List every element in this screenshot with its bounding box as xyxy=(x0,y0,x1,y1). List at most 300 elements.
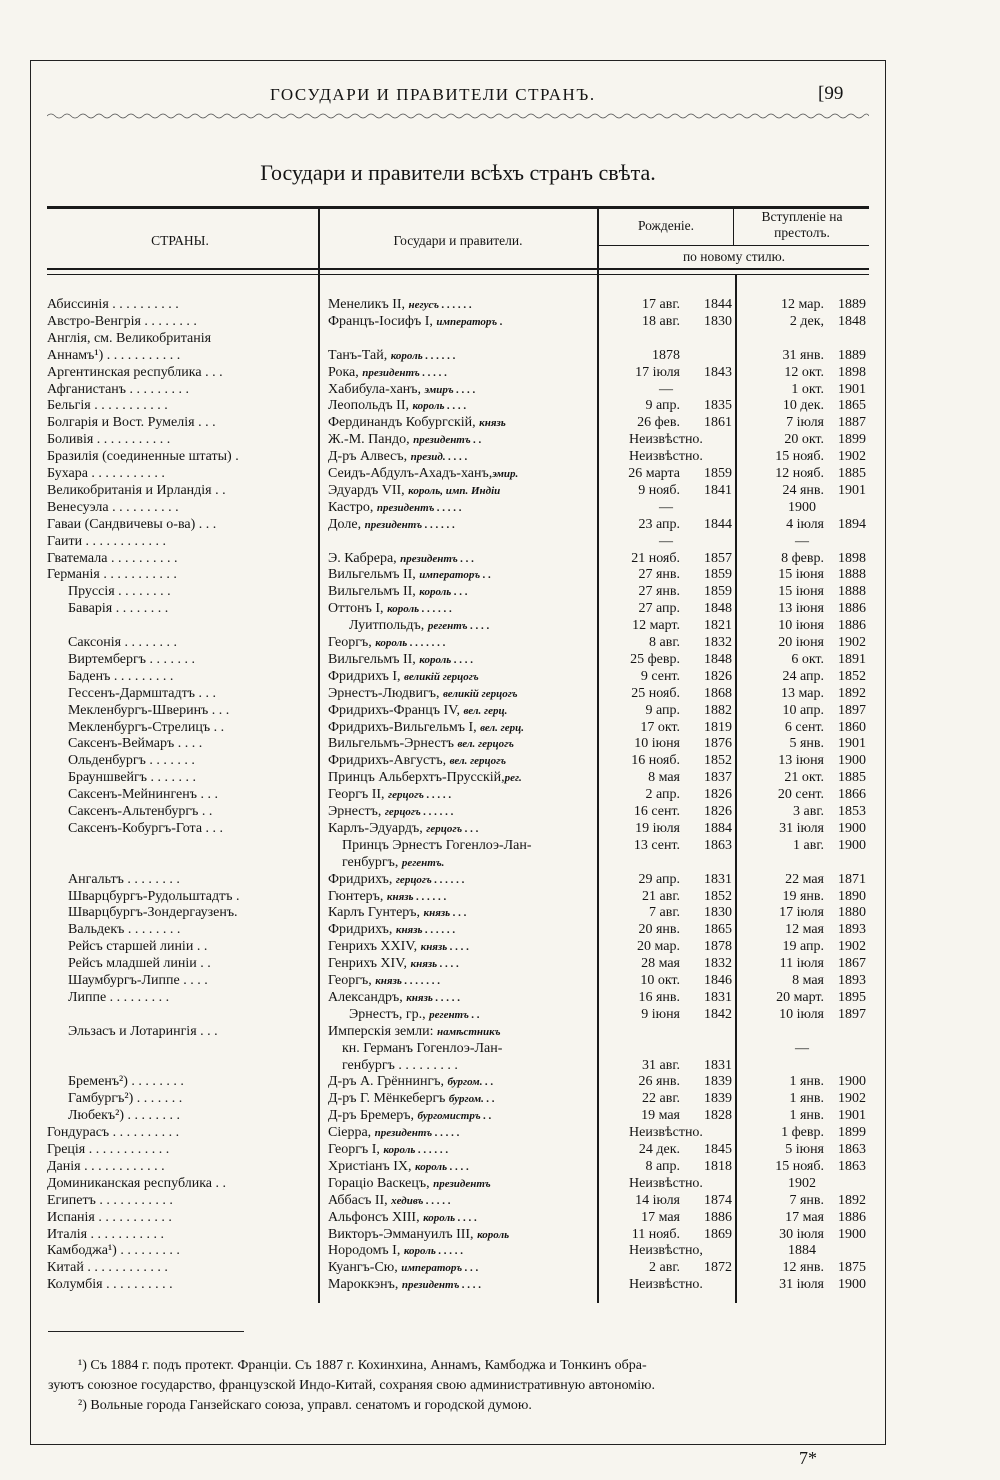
cell-ay xyxy=(824,770,866,787)
cell-text: 9 апр. xyxy=(645,702,680,718)
cell-text: 1 янв. xyxy=(789,1108,824,1124)
cell-text: 31 іюля xyxy=(779,1277,824,1293)
cell-text: 1859 xyxy=(704,584,732,600)
cell-by xyxy=(682,1142,732,1159)
cell-text: 1900 xyxy=(788,499,816,515)
cell-text: 1893 xyxy=(838,973,866,988)
cell-country xyxy=(47,905,315,922)
cell-ruler xyxy=(328,1041,596,1058)
cell-text: Англія, см. Великобританія xyxy=(47,330,212,346)
cell-text: Карлъ-Эдуардъ, xyxy=(328,820,427,836)
cell-rank: хедивъ . . . . . xyxy=(391,1194,451,1207)
cell-text: Эрнестъ, гр., xyxy=(328,1006,430,1022)
cell-text: Эльзасъ и Лотарингія . . . xyxy=(47,1023,218,1039)
cell-text: 17 окт. xyxy=(640,719,680,735)
cell-text: 1901 xyxy=(838,482,866,498)
cell-by xyxy=(682,652,732,669)
cell-by xyxy=(682,703,732,720)
cell-text: 1865 xyxy=(704,922,732,938)
cell-text: 20 март. xyxy=(776,989,824,1005)
cell-bd xyxy=(600,1007,680,1024)
cell-rank: президентъ . . . . . . xyxy=(364,518,456,531)
cell-text: 17 мая xyxy=(785,1209,824,1225)
cell-rank: король . . . . xyxy=(419,653,474,666)
cell-bd xyxy=(600,736,680,753)
cell-text: 1857 xyxy=(704,550,732,566)
cell-by xyxy=(682,956,732,973)
cell-rank: князь . . . . . xyxy=(406,991,461,1004)
cell-text: Саксенъ-Альтенбургъ . . xyxy=(47,804,213,819)
cell-ay xyxy=(824,905,866,922)
cell-text: 2 авг. xyxy=(649,1260,680,1276)
cell-text: 1874 xyxy=(704,1192,732,1208)
cell-text: 1865 xyxy=(838,398,866,414)
cell-country xyxy=(47,669,315,686)
cell-text: 1830 xyxy=(704,313,732,329)
cell-text: Вильгельмъ-Эрнестъ xyxy=(328,736,458,752)
cell-text: 22 авг. xyxy=(642,1091,680,1107)
cell-text: Шаумбургъ-Липпе . . . . xyxy=(47,973,208,988)
cell-ad xyxy=(738,922,824,939)
cell-country xyxy=(47,1243,315,1260)
cell-rank: князь . . . . . . xyxy=(395,924,456,937)
cell-text: 1900 xyxy=(838,837,866,853)
column-divider-1 xyxy=(318,208,320,1303)
cell-text: 13 сент. xyxy=(633,837,680,853)
cell-ad xyxy=(738,551,824,568)
cell-rank: князь . . . . xyxy=(410,958,460,971)
cell-rank: презид. . . . . xyxy=(410,451,468,464)
cell-by xyxy=(682,517,732,534)
cell-ad xyxy=(738,297,824,314)
cell-text: 28 мая xyxy=(641,956,680,972)
cell-text: Липпе . . . . . . . . . xyxy=(47,989,170,1005)
cell-text: Рока, xyxy=(328,364,363,380)
cell-text: 1900 xyxy=(838,1226,866,1242)
cell-text: 1826 xyxy=(704,804,732,819)
cell-text: 6 сент. xyxy=(784,719,824,735)
cell-by xyxy=(682,1227,732,1244)
cell-text: 1842 xyxy=(704,1006,732,1022)
cell-text: Мекленбургъ-Шверинъ . . . xyxy=(47,702,230,718)
cell-rank: король . . . . xyxy=(412,400,467,413)
cell-bd xyxy=(600,466,680,483)
cell-text: 8 мая xyxy=(648,770,680,786)
cell-rank: негусъ . . . . . . xyxy=(408,299,472,311)
cell-ay xyxy=(824,1108,866,1125)
cell-country xyxy=(47,770,315,787)
cell-text: Колумбія . . . . . . . . . . xyxy=(47,1277,173,1293)
cell-text: Нородомъ I, xyxy=(328,1243,404,1259)
cell-ad xyxy=(738,1142,824,1159)
cell-text: 5 янв. xyxy=(789,736,824,752)
cell-text: 1843 xyxy=(704,364,732,380)
cell-text: Баварія . . . . . . . . xyxy=(47,601,169,617)
cell-bd xyxy=(600,1243,732,1260)
cell-text: 1888 xyxy=(838,567,866,583)
cell-text: 1898 xyxy=(838,550,866,566)
cell-text: Принцъ Альберхтъ-Прусскій, xyxy=(328,770,505,786)
cell-text: 1871 xyxy=(838,871,866,887)
cell-text: 15 іюня xyxy=(778,584,824,600)
cell-country xyxy=(47,872,315,889)
cell-ad xyxy=(738,720,824,737)
cell-ruler xyxy=(328,905,596,922)
cell-text: 12 мая xyxy=(785,922,824,938)
cell-ad xyxy=(738,1074,824,1091)
cell-ad xyxy=(738,1193,824,1210)
cell-text: 29 апр. xyxy=(638,871,680,887)
cell-text: Неизвѣстно, xyxy=(629,1243,703,1259)
cell-text: 1902 xyxy=(838,635,866,650)
cell-ad xyxy=(738,838,824,855)
cell-text: 1 февр. xyxy=(781,1125,824,1141)
cell-ruler xyxy=(328,686,596,703)
cell-ruler xyxy=(328,821,596,838)
cell-ad xyxy=(738,398,824,415)
cell-text: 1859 xyxy=(704,466,732,481)
cell-rank: президентъ xyxy=(433,1177,491,1190)
cell-text: 1888 xyxy=(838,584,866,600)
cell-ruler xyxy=(328,855,596,872)
cell-country xyxy=(47,331,315,348)
cell-text: Э. Кабрера, xyxy=(328,550,401,566)
cell-bd xyxy=(600,973,680,990)
cell-rank: король . . . xyxy=(419,586,468,599)
cell-ad xyxy=(738,517,824,534)
cell-text: 10 окт. xyxy=(640,973,680,988)
cell-text: 1846 xyxy=(704,973,732,988)
cell-bd xyxy=(600,1091,680,1108)
cell-bd xyxy=(600,601,680,618)
cell-by xyxy=(682,601,732,618)
cell-ad xyxy=(738,584,824,601)
cell-text: 12 март. xyxy=(632,618,680,634)
cell-country xyxy=(47,1227,315,1244)
cell-text: 18 авг. xyxy=(642,313,680,329)
cell-bd xyxy=(600,939,680,956)
cell-text: Георгъ I, xyxy=(328,1142,384,1157)
cell-text: 1828 xyxy=(704,1108,732,1124)
cell-country xyxy=(47,922,315,939)
cell-ay xyxy=(824,567,866,584)
cell-text: Фридрихъ, xyxy=(328,871,396,887)
cell-bd xyxy=(600,804,680,821)
cell-text: Фридрихъ-Августъ, xyxy=(328,753,450,769)
cell-ay xyxy=(738,1243,866,1260)
cell-by xyxy=(682,990,732,1007)
cell-ay xyxy=(824,415,866,432)
cell-ay xyxy=(824,804,866,821)
cell-text: 11 іюля xyxy=(779,956,824,972)
cell-ad xyxy=(738,821,824,838)
cell-country xyxy=(47,432,315,449)
cell-by xyxy=(682,551,732,568)
cell-text: 1885 xyxy=(838,770,866,786)
cell-ruler xyxy=(328,584,596,601)
cell-text: 1821 xyxy=(704,618,732,634)
cell-ay xyxy=(824,889,866,906)
cell-text: Кастро, xyxy=(328,499,377,515)
cell-country xyxy=(47,415,315,432)
cell-text: 1831 xyxy=(704,989,732,1005)
cell-bd xyxy=(600,517,680,534)
cell-by xyxy=(682,889,732,906)
cell-text: 1867 xyxy=(838,956,866,972)
table-header-bottom-rule xyxy=(47,268,869,270)
cell-country xyxy=(47,398,315,415)
cell-text: Генрихъ XIV, xyxy=(328,956,411,972)
cell-country xyxy=(47,720,315,737)
cell-country xyxy=(47,703,315,720)
cell-text: Великобританія и Ирландія . . xyxy=(47,482,226,498)
cell-bd xyxy=(600,1277,732,1294)
cell-text: 7 іюля xyxy=(786,415,824,431)
cell-text: 20 янв. xyxy=(638,922,680,938)
cell-text: 25 нояб. xyxy=(631,685,680,701)
cell-ad xyxy=(738,787,824,804)
cell-bd xyxy=(600,956,680,973)
cell-text: Оттонъ I, xyxy=(328,601,388,617)
cell-ad xyxy=(738,1108,824,1125)
cell-text: Георгъ, xyxy=(328,973,376,988)
cell-ruler xyxy=(328,348,596,365)
cell-ay xyxy=(824,1260,866,1277)
cell-ay xyxy=(824,618,866,635)
cell-ad xyxy=(738,618,824,635)
cell-ruler xyxy=(328,1142,596,1159)
cell-text: генбургъ . . . . . . . . . xyxy=(328,1057,458,1073)
cell-text: 8 апр. xyxy=(645,1158,680,1174)
cell-text: 1861 xyxy=(704,415,732,431)
cell-country xyxy=(47,889,315,906)
cell-by xyxy=(682,939,732,956)
cell-by xyxy=(682,567,732,584)
cell-text: 15 нояб. xyxy=(775,1158,824,1174)
cell-rank: великій герцогъ xyxy=(442,687,518,700)
cell-text: 13 мар. xyxy=(781,685,824,701)
cell-text: Саксенъ-Кобургъ-Гота . . . xyxy=(47,820,224,836)
cell-ad xyxy=(738,973,824,990)
cell-text: 20 сент. xyxy=(777,787,824,803)
cell-ad xyxy=(738,1210,824,1227)
cell-ruler xyxy=(328,990,596,1007)
cell-ruler xyxy=(328,1260,596,1277)
cell-rank: герцогъ . . . . . . xyxy=(395,873,465,886)
cell-text: Неизвѣстно. xyxy=(629,449,703,465)
cell-ay xyxy=(824,787,866,804)
cell-by xyxy=(682,1260,732,1277)
cell-country xyxy=(47,382,315,399)
cell-bd xyxy=(600,314,680,331)
column-divider-3 xyxy=(733,208,734,245)
cell-text: 3 авг. xyxy=(793,804,824,819)
cell-rank: императоръ . . . xyxy=(401,1262,479,1275)
cell-rank: бургом. . . xyxy=(447,1076,494,1089)
cell-text: кн. Германъ Гогенлоэ-Лан- xyxy=(328,1040,503,1056)
header-rulers: Государи и правители. xyxy=(393,233,523,248)
cell-text: 1895 xyxy=(838,989,866,1005)
cell-text: Францъ-Іосифъ I, xyxy=(328,313,437,329)
cell-by xyxy=(682,770,732,787)
cell-by xyxy=(682,584,732,601)
cell-text: 12 мар. xyxy=(781,297,824,312)
cell-country xyxy=(47,601,315,618)
cell-by xyxy=(682,314,732,331)
cell-by xyxy=(682,753,732,770)
cell-ay xyxy=(824,449,866,466)
cell-text: 1886 xyxy=(704,1209,732,1225)
cell-ay xyxy=(824,956,866,973)
cell-bd xyxy=(600,753,680,770)
cell-by xyxy=(682,297,732,314)
cell-rank: эмир. xyxy=(492,468,519,480)
cell-ay xyxy=(824,973,866,990)
cell-ad xyxy=(738,1125,824,1142)
cell-ay xyxy=(824,1074,866,1091)
cell-ay xyxy=(824,466,866,483)
cell-by xyxy=(682,1108,732,1125)
cell-ay xyxy=(824,1007,866,1024)
cell-rank: герцогъ . . . xyxy=(426,822,479,835)
cell-country xyxy=(47,736,315,753)
cell-ruler xyxy=(328,736,596,753)
cell-ruler xyxy=(328,483,596,500)
cell-ay xyxy=(824,736,866,753)
cell-text: 1848 xyxy=(838,313,866,329)
cell-text: Эрнестъ-Людвигъ, xyxy=(328,685,443,701)
footnote-1a: ¹) Съ 1884 г. подъ протект. Франціи. Съ 1887 г. Кохинхина, Аннамъ, Камбоджа и Тонкинъ обра- xyxy=(78,1358,647,1373)
cell-ruler xyxy=(328,618,596,635)
cell-bd xyxy=(600,1058,680,1075)
cell-text: 19 іюля xyxy=(635,820,680,836)
cell-ad xyxy=(738,753,824,770)
cell-rank: бургомистръ . . xyxy=(417,1110,492,1123)
cell-bd xyxy=(600,703,680,720)
cell-text: 7 янв. xyxy=(789,1192,824,1208)
cell-text: Имперскія земли: xyxy=(328,1023,437,1039)
cell-ay xyxy=(824,686,866,703)
cell-text: Абиссинія . . . . . . . . . . xyxy=(47,297,179,312)
cell-text: 1900 xyxy=(838,753,866,769)
cell-ad xyxy=(738,382,824,399)
cell-rank: президентъ . . . . xyxy=(401,1279,482,1292)
cell-text: 19 янв. xyxy=(782,888,824,904)
cell-text: Фердинандъ Кобургскій, xyxy=(328,415,480,431)
cell-ruler xyxy=(328,1277,596,1294)
cell-ay xyxy=(824,1277,866,1294)
cell-ad xyxy=(738,1159,824,1176)
cell-text: 1886 xyxy=(838,1209,866,1225)
footnote-rule xyxy=(48,1331,244,1332)
cell-ay xyxy=(824,297,866,314)
cell-text: 1852 xyxy=(704,753,732,769)
cell-text: 2 апр. xyxy=(645,787,680,803)
cell-ruler xyxy=(328,889,596,906)
cell-bd xyxy=(600,415,680,432)
cell-text: 1819 xyxy=(704,719,732,735)
cell-text: Менеликъ II, xyxy=(328,297,409,312)
signature-mark: 7* xyxy=(799,1448,817,1468)
cell-text: Гораціо Васкецъ, xyxy=(328,1175,434,1191)
cell-text: Доле, xyxy=(328,516,365,532)
cell-text: Гессенъ-Дармштадтъ . . . xyxy=(47,685,216,701)
cell-text: 20 мар. xyxy=(637,939,680,955)
cell-by xyxy=(682,821,732,838)
cell-text: Фридрихъ-Вильгельмъ I, xyxy=(328,719,481,735)
cell-text: 7 авг. xyxy=(649,905,680,921)
cell-ay xyxy=(824,922,866,939)
cell-ruler xyxy=(328,1193,596,1210)
cell-text: 1886 xyxy=(838,618,866,634)
cell-ruler xyxy=(328,567,596,584)
cell-ay xyxy=(824,432,866,449)
cell-text: 1835 xyxy=(704,398,732,414)
cell-text: 10 іюня xyxy=(778,618,824,634)
cell-text: 1837 xyxy=(704,770,732,786)
cell-text: Танъ-Тай, xyxy=(328,347,391,363)
cell-ay xyxy=(824,365,866,382)
cell-ruler xyxy=(328,1074,596,1091)
cell-bd xyxy=(600,618,680,635)
cell-text: Эдуардъ VII, xyxy=(328,482,409,498)
cell-text: Гондурасъ . . . . . . . . . . xyxy=(47,1125,180,1141)
cell-by xyxy=(682,973,732,990)
cell-text: Пруссія . . . . . . . . xyxy=(47,584,171,600)
cell-text: Шварцбургъ-Рудольштадтъ . xyxy=(47,888,240,904)
cell-by xyxy=(600,534,732,551)
cell-ay xyxy=(824,314,866,331)
cell-text: Ж.-М. Пандо, xyxy=(328,432,414,448)
cell-text: 16 сент. xyxy=(633,804,680,819)
cell-text: Викторъ-Эммануилъ III, xyxy=(328,1226,478,1242)
cell-text: 1897 xyxy=(838,702,866,718)
cell-bd xyxy=(600,1142,680,1159)
cell-rank: король . . . . xyxy=(423,1211,478,1224)
cell-ad xyxy=(738,652,824,669)
cell-text: Австро-Венгрія . . . . . . . . xyxy=(47,313,197,329)
cell-country xyxy=(47,956,315,973)
cell-ad xyxy=(738,348,824,365)
cell-text: 1892 xyxy=(838,685,866,701)
cell-text: 1878 xyxy=(704,939,732,955)
cell-text: 2 дек, xyxy=(789,313,824,329)
column-divider-4 xyxy=(735,275,737,1303)
cell-text: Сеидъ-Абдулъ-Ахадъ-ханъ, xyxy=(328,466,493,481)
cell-by xyxy=(682,415,732,432)
cell-ruler xyxy=(328,1159,596,1176)
cell-text: Сіерра, xyxy=(328,1125,375,1141)
cell-country xyxy=(47,1193,315,1210)
cell-by xyxy=(682,804,732,821)
cell-text: 1863 xyxy=(704,837,732,853)
cell-text: 31 янв. xyxy=(782,347,824,363)
cell-bd xyxy=(600,365,680,382)
cell-by xyxy=(600,348,732,365)
cell-rank: вел. герц. xyxy=(463,704,508,717)
cell-text: 8 авг. xyxy=(649,635,680,650)
cell-by xyxy=(682,736,732,753)
cell-text: 1892 xyxy=(838,1192,866,1208)
cell-rank: король . . . . xyxy=(415,1160,470,1173)
cell-by xyxy=(682,838,732,855)
cell-rank: регентъ . . xyxy=(429,1008,480,1021)
cell-text: 1901 xyxy=(838,381,866,397)
cell-ad xyxy=(738,1091,824,1108)
cell-text: 26 марта xyxy=(628,466,680,481)
cell-text: 9 іюня xyxy=(641,1006,680,1022)
cell-text: Вильгельмъ II, xyxy=(328,584,420,600)
